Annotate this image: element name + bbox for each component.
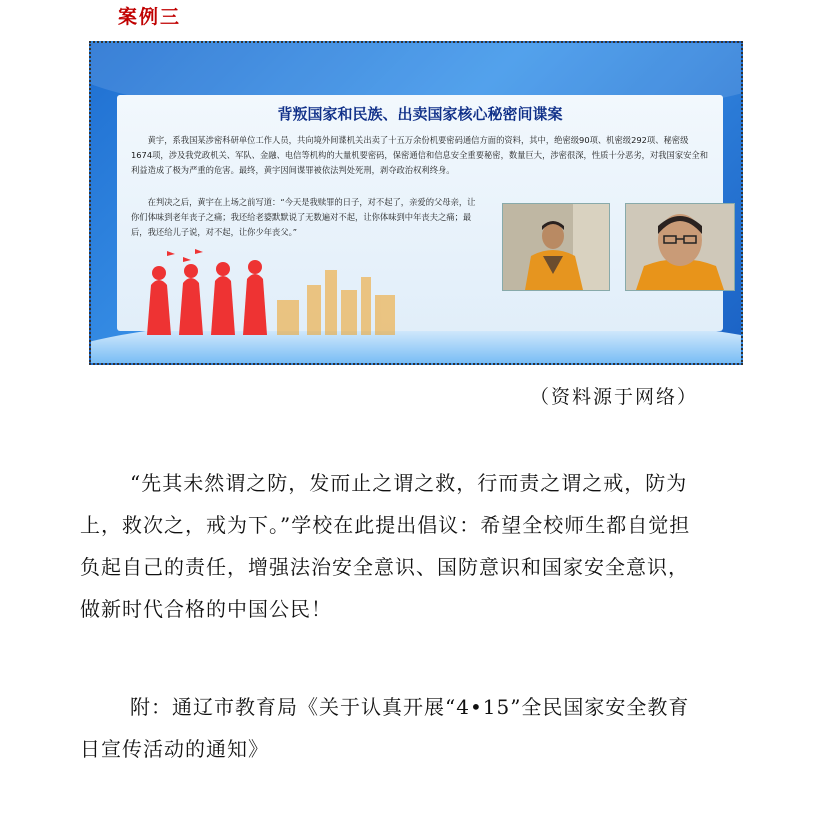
proposal-line: 负起自己的责任，增强法治安全意识、国防意识和国家安全意识， [80,555,689,579]
attachment-paragraph [80,686,752,770]
proposal-line: “先其未然谓之防，发而止之谓之救，行而责之谓之戒，防为 [130,471,688,495]
proposal-line: 做新时代合格的中国公民！ [80,597,332,621]
case-banner-image [89,41,743,365]
source-caption: （资料源于网络） [530,386,699,408]
soldier-salute-silhouette [137,245,407,335]
photo-defendant-closeup [625,203,735,291]
attachment-line: 附：通辽市教育局《关于认真开展“4•15”全民国家安全教育 [130,695,690,719]
photo-defendant-seated [502,203,610,291]
banner-paragraph-1: 黄宇，系我国某涉密科研单位工作人员，共向境外间谍机关出卖了十五万余份机要密码通信方面的资料，其中，绝密级90项、机密级292项、秘密级1674项，涉及我党政机关、军队、金融、电信等机构的大量机要密码，保密通信和信息安全重要秘密，数量巨大，涉密很深，性质十分恶劣，对我国家安全和利益造成了极为严重的危害。最终，黄宇因间谍罪被依法判处死刑，剥夺政治权利终身。 [131,135,709,175]
banner-paragraph-2: 在判决之后，黄宇在上场之前写道：“今天是我赎罪的日子，对不起了，亲爱的父母亲，让你们体味到老年丧子之痛；我还给老婆默默说了无数遍对不起，让你体味到中年丧夫之痛；最后，我还给儿子说，对不起，让你少年丧父。” [131,197,476,237]
attachment-line: 日宣传活动的通知》 [80,737,269,761]
proposal-line: 上，救次之，戒为下。”学校在此提出倡议：希望全校师生都自觉担 [80,513,691,537]
banner-panel [117,95,723,331]
proposal-paragraph [80,462,752,630]
banner-title: 背叛国家和民族、出卖国家核心秘密间谍案 [277,105,563,123]
case-title: 案例三 [118,6,182,28]
